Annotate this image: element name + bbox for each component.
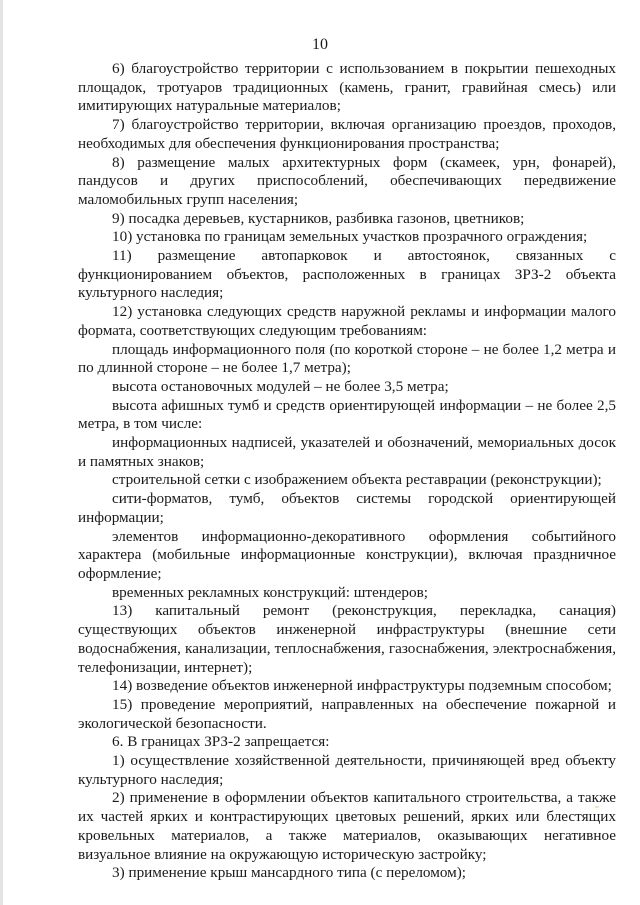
list-item: 3) применение крыш мансардного типа (с переломом); [112, 864, 467, 882]
list-item: 6) благоустройство территории с использованием в покрытии пешеходных площадок, тротуаров традиционных (камень, гранит, гравийная смесь) или имитирующих натуральные материалов; [78, 60, 616, 115]
list-item: 7) благоустройство территории, включая организацию проездов, проходов, необходимых для обеспечения функционирования пространства; [78, 116, 616, 152]
list-item: 12) установка следующих средств наружной рекламы и информации малого формата, соответствующих следующим требованиям: [78, 303, 616, 339]
list-item: 9) посадка деревьев, кустарников, разбивка газонов, цветников; [112, 209, 525, 227]
sub-item: строительной сетки с изображением объекта реставрации (реконструкции); [112, 471, 602, 489]
sub-item: высота афишных тумб и средств ориентирующей информации – не более 2,5 метра, в том числе: [78, 396, 616, 433]
scan-artifact [595, 806, 599, 808]
body-text [78, 60, 616, 883]
list-item: 15) проведение мероприятий, направленных на обеспечение пожарной и экологической безопасности. [78, 695, 616, 732]
list-item: 1) осуществление хозяйственной деятельности, причиняющей вред объекту культурного наследия; [78, 752, 616, 788]
list-item: 10) установка по границам земельных участков прозрачного ограждения; [112, 228, 588, 246]
sub-item: площадь информационного поля (по короткой стороне – не более 1,2 метра и по длинной стороне – не более 1,7 метра); [78, 340, 616, 377]
section-heading: 6. В границах ЗРЗ-2 запрещается: [112, 733, 330, 751]
list-item: 2) применение в оформлении объектов капитального строительства, а также их частей ярких и контрастирующих цветовых решений, ярких или блестящих кровельных материалов, а также материалов, оказывающих негативное визуальное влияние на окружающую историческую застройку; [78, 789, 616, 863]
list-item: 11) размещение автопарковок и автостоянок, связанных с функционированием объектов, расположенных в границах ЗРЗ-2 объекта культурного наследия; [78, 247, 616, 302]
sub-item: высота остановочных модулей – не более 3,5 метра; [112, 377, 449, 395]
list-item: 14) возведение объектов инженерной инфраструктуры подземным способом; [112, 677, 612, 695]
list-item: 8) размещение малых архитектурных форм (скамеек, урн, фонарей), пандусов и других приспособлений, обеспечивающих передвижение маломобильных групп населения; [78, 153, 616, 208]
page-number: 10 [312, 36, 328, 53]
sub-item: элементов информационно-декоративного оформления событийного характера (мобильные информационные конструкции), включая праздничное оформление; [78, 527, 616, 582]
scan-edge [0, 0, 3, 905]
sub-item: информационных надписей, указателей и обозначений, мемориальных досок и памятных знаков; [78, 434, 616, 470]
list-item: 13) капитальный ремонт (реконструкция, перекладка, санация) существующих объектов инженерной инфраструктуры (внешние сети водоснабжения, канализации, теплоснабжения, газоснабжения, электроснабжения, телефонизации, интернет); [78, 602, 616, 676]
sub-item: сити-форматов, тумб, объектов системы городской ориентирующей информации; [78, 490, 616, 526]
sub-item: временных рекламных конструкций: штендеров; [112, 583, 428, 601]
